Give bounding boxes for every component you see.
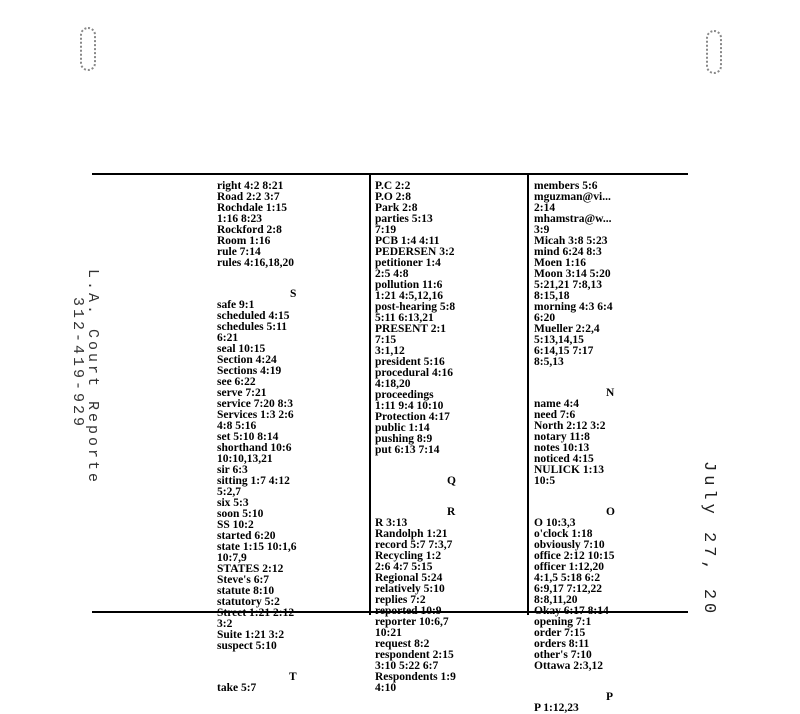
- index-column-2: [375, 180, 527, 694]
- index-entry: Services 1:3 2:6: [217, 409, 294, 421]
- index-entry: morning 4:3 6:4: [534, 301, 613, 313]
- index-entry: Suite 1:21 3:2: [217, 629, 285, 641]
- index-entry: Street 1:21 2:12: [217, 607, 295, 619]
- index-entry: soon 5:10: [217, 508, 264, 520]
- index-entry: Respondents 1:9: [375, 671, 456, 683]
- index-entry: reported 10:9: [375, 605, 442, 617]
- index-entry: PEDERSEN 3:2: [375, 246, 455, 258]
- index-entry: request 8:2: [375, 638, 430, 650]
- index-entry: 7:19: [375, 224, 397, 236]
- index-entry: 6:14,15 7:17: [534, 345, 594, 357]
- index-entry: 2:6 4:7 5:15: [375, 561, 433, 573]
- index-entry: 7:15: [375, 334, 397, 346]
- index-entry: O 10:3,3: [534, 517, 576, 529]
- index-entry: service 7:20 8:3: [217, 398, 293, 410]
- index-entry: Recycling 1:2: [375, 550, 442, 562]
- index-entry: Protection 4:17: [375, 411, 450, 423]
- index-entry: 1:11 9:4 10:10: [375, 400, 444, 412]
- index-entry: 3:9: [534, 224, 550, 236]
- index-entry: P.O 2:8: [375, 191, 411, 203]
- index-entry: P 1:12,23: [534, 702, 579, 714]
- index-entry: 3:1,12: [375, 345, 405, 357]
- index-entry: Moon 3:14 5:20: [534, 268, 611, 280]
- index-entry: rules 4:16,18,20: [217, 257, 294, 269]
- index-entry: 3:2: [217, 618, 233, 630]
- index-entry: mind 6:24 8:3: [534, 246, 602, 258]
- index-entry: 8:15,18: [534, 290, 570, 302]
- index-letter-heading: S: [289, 288, 297, 300]
- index-letter-heading: R: [446, 506, 456, 518]
- index-entry: sir 6:3: [217, 464, 248, 476]
- index-entry: notes 10:13: [534, 442, 590, 454]
- index-entry: 5:2,7: [217, 486, 241, 498]
- index-entry: record 5:7 7:3,7: [375, 539, 453, 551]
- index-entry: name 4:4: [534, 398, 580, 410]
- index-entry: procedural 4:16: [375, 367, 454, 379]
- index-entry: 5:21,21 7:8,13: [534, 279, 603, 291]
- index-entry: 1:16 8:23: [217, 213, 263, 225]
- index-entry: PRESENT 2:1: [375, 323, 447, 335]
- index-entry: noticed 4:15: [534, 453, 594, 465]
- column-divider: [369, 175, 371, 615]
- index-entry: suspect 5:10: [217, 640, 277, 652]
- index-entry: Moen 1:16: [534, 257, 587, 269]
- index-entry: obviously 7:10: [534, 539, 605, 551]
- index-entry: replies 7:2: [375, 594, 426, 606]
- index-entry: relatively 5:10: [375, 583, 445, 595]
- index-entry: serve 7:21: [217, 387, 267, 399]
- index-entry: officer 1:12,20: [534, 561, 605, 573]
- index-entry: 4:18,20: [375, 378, 411, 390]
- index-entry: 8:5,13: [534, 356, 564, 368]
- index-entry: post-hearing 5:8: [375, 301, 456, 313]
- index-entry: Section 4:24: [217, 354, 277, 366]
- index-entry: 10:5: [534, 475, 556, 487]
- index-entry: mhamstra@w...: [534, 213, 612, 225]
- index-entry: Park 2:8: [375, 202, 418, 214]
- index-entry: other's 7:10: [534, 649, 592, 661]
- index-entry: order 7:15: [534, 627, 586, 639]
- index-entry: R 3:13: [375, 517, 408, 529]
- index-entry: proceedings: [375, 389, 434, 401]
- column-divider: [527, 175, 529, 615]
- index-entry: need 7:6: [534, 409, 576, 421]
- index-entry: set 5:10 8:14: [217, 431, 279, 443]
- index-entry: 2:14: [534, 202, 556, 214]
- index-entry: SS 10:2: [217, 519, 254, 531]
- index-column-3: [217, 180, 369, 694]
- index-entry: 10:21: [375, 627, 402, 639]
- index-entry: 10:7,9: [217, 552, 247, 564]
- index-letter-heading: O: [605, 506, 615, 518]
- index-entry: right 4:2 8:21: [217, 180, 284, 192]
- index-entry: Regional 5:24: [375, 572, 443, 584]
- hole-punch-mark: [706, 30, 722, 74]
- reporter-name: L.A. Court Reporte: [84, 269, 101, 486]
- index-entry: respondent 2:15: [375, 649, 454, 661]
- index-entry: six 5:3: [217, 497, 249, 509]
- index-entry: 2:5 4:8: [375, 268, 409, 280]
- index-entry: o'clock 1:18: [534, 528, 593, 540]
- index-entry: shorthand 10:6: [217, 442, 292, 454]
- index-entry: statutory 5:2: [217, 596, 280, 608]
- index-entry: statute 8:10: [217, 585, 275, 597]
- index-entry: Micah 3:8 5:23: [534, 235, 608, 247]
- rotated-index-page: [69, 173, 718, 714]
- index-entry: notary 11:8: [534, 431, 590, 443]
- index-entry: see 6:22: [217, 376, 256, 388]
- index-entry: take 5:7: [217, 682, 257, 694]
- index-letter-heading: Q: [446, 475, 456, 487]
- index-entry: Rockford 2:8: [217, 224, 282, 236]
- index-entry: 10:10,13,21: [217, 453, 273, 465]
- index-letter-heading: T: [289, 671, 297, 683]
- index-entry: safe 9:1: [217, 299, 255, 311]
- index-entry: rule 7:14: [217, 246, 261, 258]
- index-entry: pollution 11:6: [375, 279, 443, 291]
- reporter-phone: 312-419-929: [69, 297, 86, 430]
- index-entry: president 5:16: [375, 356, 445, 368]
- index-entry: office 2:12 10:15: [534, 550, 615, 562]
- index-entry: 4:8 5:16: [217, 420, 257, 432]
- index-entry: Randolph 1:21: [375, 528, 448, 540]
- index-entry: state 1:15 10:1,6: [217, 541, 297, 553]
- index-entry: seal 10:15: [217, 343, 266, 355]
- reporter-footer: [70, 269, 100, 485]
- hole-punch-mark: [80, 27, 96, 71]
- index-entry: 3:10 5:22 6:7: [375, 660, 439, 672]
- index-entry: STATES 2:12: [217, 563, 284, 575]
- index-entry: 5:13,14,15: [534, 334, 584, 346]
- index-entry: put 6:13 7:14: [375, 444, 440, 456]
- header-date: July 27, 20: [699, 461, 718, 618]
- index-entry: reporter 10:6,7: [375, 616, 449, 628]
- index-entry: Ottawa 2:3,12: [534, 660, 603, 672]
- index-entry: orders 8:11: [534, 638, 590, 650]
- index-entry: 6:21: [217, 332, 239, 344]
- index-entry: scheduled 4:15: [217, 310, 290, 322]
- index-entry: schedules 5:11: [217, 321, 287, 333]
- index-entry: 4:10: [375, 682, 397, 694]
- index-entry: 5:11 6:13,21: [375, 312, 434, 324]
- index-entry: petitioner 1:4: [375, 257, 441, 269]
- index-letter-heading: N: [605, 387, 615, 399]
- index-entry: 6:20: [534, 312, 556, 324]
- index-entry: Road 2:2 3:7: [217, 191, 280, 203]
- index-entry: started 6:20: [217, 530, 276, 542]
- index-entry: Room 1:16: [217, 235, 271, 247]
- index-entry: sitting 1:7 4:12: [217, 475, 290, 487]
- index-entry: Okay 6:17 8:14: [534, 605, 609, 617]
- index-entry: public 1:14: [375, 422, 430, 434]
- index-letter-heading: P: [606, 691, 614, 703]
- index-entry: 1:21 4:5,12,16: [375, 290, 444, 302]
- index-entry: 8:8,11,20: [534, 594, 578, 606]
- index-table: [92, 173, 688, 714]
- index-entry: P.C 2:2: [375, 180, 411, 192]
- index-column-1: [534, 180, 686, 714]
- index-entry: mguzman@vi...: [534, 191, 611, 203]
- index-entry: parties 5:13: [375, 213, 433, 225]
- index-entry: Sections 4:19: [217, 365, 282, 377]
- index-entry: PCB 1:4 4:11: [375, 235, 440, 247]
- index-entry: Steve's 6:7: [217, 574, 270, 586]
- index-entry: Mueller 2:2,4: [534, 323, 600, 335]
- index-entry: 6:9,17 7:12,22: [534, 583, 603, 595]
- index-entry: 4:1,5 5:18 6:2: [534, 572, 601, 584]
- index-entry: opening 7:1: [534, 616, 592, 628]
- index-entry: pushing 8:9: [375, 433, 433, 445]
- index-entry: Rochdale 1:15: [217, 202, 287, 214]
- index-entry: NULICK 1:13: [534, 464, 604, 476]
- index-entry: North 2:12 3:2: [534, 420, 606, 432]
- index-entry: members 5:6: [534, 180, 598, 192]
